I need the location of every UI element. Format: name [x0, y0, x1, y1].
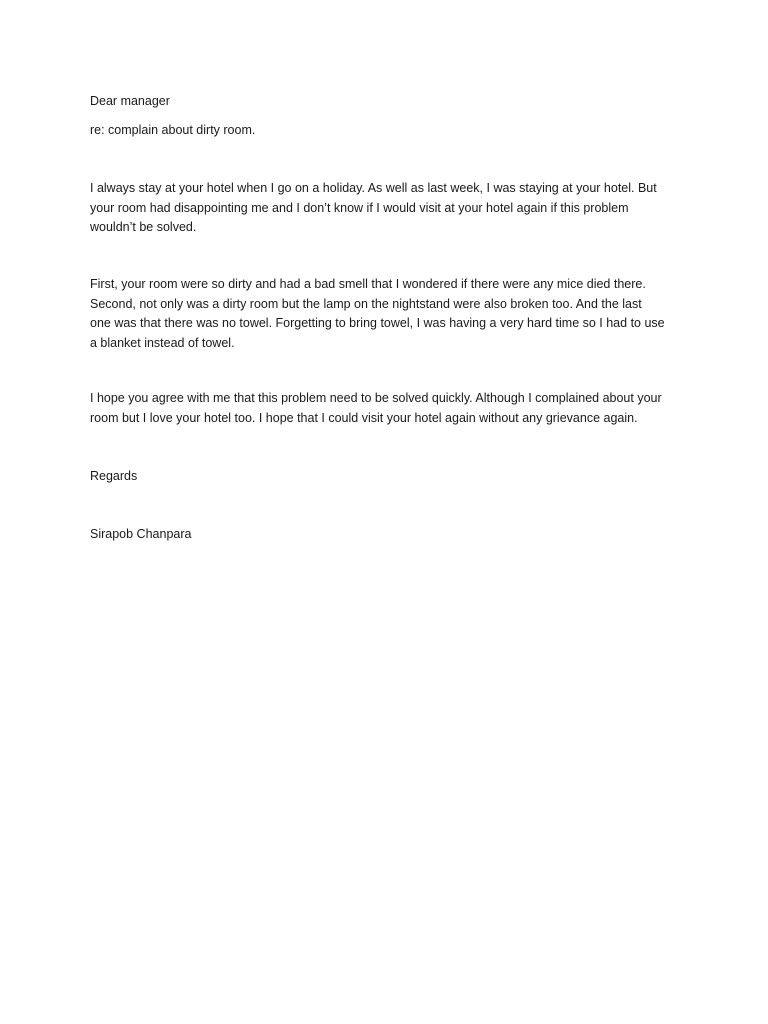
paragraph-line: a blanket instead of towel.: [90, 335, 235, 350]
paragraph-line: Second, not only was a dirty room but the lamp on the nightstand were also broken too. And the last: [90, 296, 642, 311]
subject-line: re: complain about dirty room.: [90, 123, 256, 137]
paragraph-intro: [90, 179, 690, 238]
closing: Regards: [90, 469, 138, 483]
signature: Sirapob Chanpara: [90, 527, 192, 541]
paragraph-line: room but I love your hotel too. I hope that I could visit your hotel again without any grievance again.: [90, 410, 638, 425]
salutation: Dear manager: [90, 94, 170, 108]
paragraph-line: I always stay at your hotel when I go on a holiday. As well as last week, I was staying at your hotel. But: [90, 181, 657, 195]
paragraph-line: I hope you agree with me that this problem need to be solved quickly. Although I complained about your: [90, 391, 662, 405]
paragraph-line: First, your room were so dirty and had a bad smell that I wondered if there were any mice died there.: [90, 277, 646, 291]
paragraph-conclusion: [90, 389, 690, 428]
paragraph-complaints: [90, 275, 690, 353]
paragraph-line: wouldn’t be solved.: [90, 220, 197, 234]
paragraph-line: your room had disappointing me and I don’t know if I would visit at your hotel again if this problem: [90, 200, 629, 215]
paragraph-line: one was that there was no towel. Forgetting to bring towel, I was having a very hard time so I had to use: [90, 316, 665, 330]
